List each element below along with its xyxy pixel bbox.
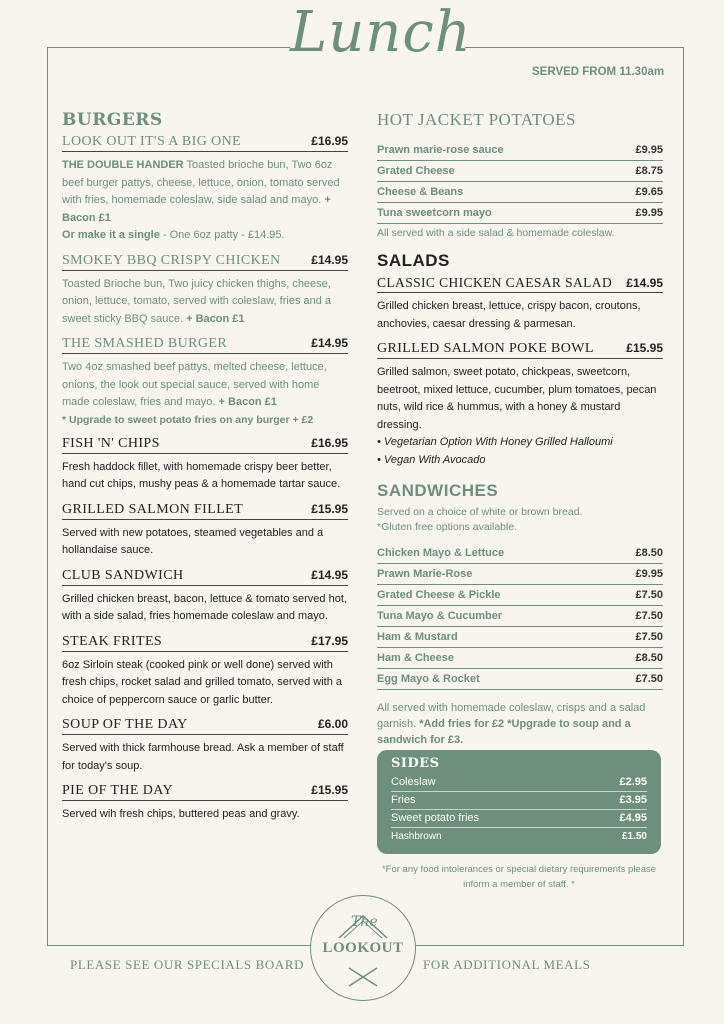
logo-name: LOOKOUT (322, 940, 404, 956)
list-item (377, 627, 663, 648)
row-price: £1.50 (621, 831, 647, 842)
list-item (377, 585, 663, 606)
menu-item-head (62, 436, 348, 454)
item-name: THE SMASHED BURGER (62, 336, 228, 351)
item-price: £14.95 (626, 276, 663, 290)
row-price: £4.95 (619, 812, 647, 824)
row-name: Prawn marie-rose sauce (377, 144, 504, 156)
item-price: £17.95 (311, 633, 348, 648)
right-column (377, 110, 663, 748)
item-price: £16.95 (311, 134, 348, 148)
footer-left: PLEASE SEE OUR SPECIALS BOARD (70, 957, 305, 972)
item-desc (377, 364, 663, 469)
row-name: Coleslaw (391, 776, 436, 788)
row-price: £9.65 (635, 186, 663, 198)
row-price: £2.95 (619, 776, 647, 788)
row-name: Sweet potato fries (391, 812, 480, 824)
note-bold: *Add fries for £2 *Upgrade to soup and a sandwich for £3. (377, 718, 631, 746)
desc-text: Toasted Brioche bun, Two juicy chicken thighs, cheese, onion, lettuce, tomato, served with coleslaw, fries and a sweet sticky BBQ sauce. (62, 277, 332, 325)
item-desc (62, 359, 348, 412)
row-name: Chicken Mayo & Lettuce (377, 547, 505, 559)
item-name: STEAK FRITES (62, 633, 163, 649)
bacon-addon: + Bacon £1 (218, 396, 277, 408)
list-item (377, 543, 663, 564)
menu-item-head (377, 275, 663, 293)
footer-right: FOR ADDITIONAL MEALS (423, 957, 591, 972)
sandwiches-sub1: Served on a choice of white or brown bread. (377, 506, 583, 518)
sides-title: SIDES (391, 756, 440, 771)
row-price: £9.95 (635, 568, 663, 580)
item-desc: Served wih fresh chips, buttered peas and gravy. (62, 808, 300, 820)
item-name: PIE OF THE DAY (62, 783, 174, 798)
menu-item-head (62, 717, 348, 735)
desc-text: Grilled salmon, sweet potato, chickpeas, sweetcorn, beetroot, mixed lettuce, cucumber, plum tomatoes, pecan nuts, wild rice & hummus, with a honey & mustard dressing. (377, 366, 657, 431)
note-text: All served with homemade coleslaw, crisps and a salad garnish. (377, 702, 646, 730)
upgrade-note: * Upgrade to sweet potato fries on any burger + £2 (62, 413, 314, 426)
item-name: FISH 'N' CHIPS (62, 435, 160, 451)
item-desc (62, 157, 348, 245)
vegan-option: • Vegan With Avocado (377, 453, 486, 466)
item-name: SMOKEY BBQ CRISPY CHICKEN (62, 252, 281, 268)
sandwiches-title: SANDWICHES (377, 481, 499, 500)
list-item (377, 564, 663, 585)
item-price: £15.95 (626, 341, 663, 355)
jackets-title: HOT JACKET POTATOES (377, 110, 576, 129)
row-price: £7.50 (635, 589, 663, 601)
item-desc: 6oz Sirloin steak (cooked pink or well done) served with fresh chips, rocket salad and grilled tomato, served with a choice of peppercorn sauce or garlic butter. (62, 658, 343, 706)
row-price: £8.75 (635, 165, 663, 177)
sandwiches-note (377, 700, 663, 748)
row-name: Egg Mayo & Rocket (377, 673, 480, 685)
lookout-logo (310, 895, 416, 1001)
desc-text: Two 4oz smashed beef pattys, melted cheese, lettuce, onions, the look out special sauce, served with home made coleslaw, fries and mayo. (62, 361, 327, 408)
item-name: GRILLED SALMON FILLET (62, 501, 244, 517)
row-price: £8.50 (635, 547, 663, 559)
allergy-note: *For any food intolerances or special dietary requirements please inform a member of staff. * (381, 864, 657, 890)
row-price: £9.95 (635, 207, 663, 219)
row-name: Fries (391, 794, 416, 806)
item-desc: Fresh haddock fillet, with homemade crispy beer better, hand cut chips, mushy peas & a homemade tartar sauce. (62, 460, 341, 490)
row-price: £7.50 (635, 610, 663, 622)
sides-list (391, 774, 647, 845)
list-item (377, 161, 663, 182)
list-item (377, 606, 663, 627)
row-price: £3.95 (619, 794, 647, 806)
list-item (377, 182, 663, 203)
item-price: £14.95 (311, 336, 348, 350)
item-price: £6.00 (317, 717, 348, 731)
menu-item-head (62, 634, 348, 652)
veg-option: • Vegetarian Option With Honey Grilled Halloumi (377, 436, 613, 448)
item-desc: Grilled chicken breast, lettuce, crispy bacon, croutons, anchovies, caesar dressing & parmesan. (377, 300, 641, 330)
item-name: CLASSIC CHICKEN CAESAR SALAD (377, 275, 613, 290)
row-name: Prawn Marie-Rose (377, 568, 473, 580)
single-option-rest: - One 6oz patty - £14.95. (159, 229, 285, 241)
list-item (391, 828, 647, 845)
desc-text: Toasted brioche bun, Two 6oz beef burger pattys, cheese, lettuce, onion, tomato served with fries, homemade coleslaw, side salad and mayo. (62, 159, 340, 206)
item-name: LOOK OUT IT'S A BIG ONE (62, 134, 242, 149)
item-price: £15.95 (311, 783, 348, 797)
list-item (377, 648, 663, 669)
item-name: CLUB SANDWICH (62, 567, 184, 583)
item-price: £16.95 (311, 435, 348, 450)
menu-item-head (62, 336, 348, 354)
row-price: £9.95 (635, 144, 663, 156)
item-desc (62, 276, 348, 329)
item-desc: Served with new potatoes, steamed vegetables and a hollandaise sauce. (62, 526, 324, 556)
row-price: £7.50 (635, 631, 663, 643)
row-name: Ham & Cheese (377, 652, 455, 664)
row-name: Grated Cheese (377, 165, 455, 177)
row-price: £7.50 (635, 673, 663, 685)
row-name: Cheese & Beans (377, 186, 464, 198)
menu-item-head (62, 502, 348, 520)
item-price: £14.95 (311, 567, 348, 582)
menu-item-head (62, 253, 348, 271)
sandwiches-sub2: *Gluten free options available. (377, 521, 518, 533)
row-name: Grated Cheese & Pickle (377, 589, 501, 601)
row-name: Ham & Mustard (377, 631, 458, 643)
item-desc: Served with thick farmhouse bread. Ask a member of staff for today's soup. (62, 742, 344, 772)
row-name: Tuna Mayo & Cucumber (377, 610, 503, 622)
salads-title: SALADS (377, 251, 450, 270)
bacon-addon: + Bacon £1 (186, 312, 245, 325)
row-name: Tuna sweetcorn mayo (377, 207, 492, 219)
logo-the: The (351, 914, 378, 930)
menu-item-head (377, 341, 663, 359)
desc-bold: THE DOUBLE HANDER (62, 159, 184, 171)
served-from: SERVED FROM 11.30am (532, 66, 665, 78)
item-name: SOUP OF THE DAY (62, 717, 188, 732)
jackets-note: All served with a side salad & homemade coleslaw. (377, 227, 615, 239)
list-item (377, 203, 663, 224)
sides-box (377, 750, 661, 854)
menu-item-head (62, 783, 348, 801)
left-column (62, 110, 348, 832)
burgers-title: BURGERS (62, 110, 163, 130)
item-price: £15.95 (311, 501, 348, 516)
single-option: Or make it a single (62, 229, 160, 241)
menu-item-head (62, 568, 348, 586)
list-item (391, 810, 647, 828)
page-title: Lunch (290, 0, 472, 65)
menu-item-head (62, 134, 348, 152)
list-item (377, 669, 663, 690)
list-item (391, 792, 647, 810)
bacon-addon: + Bacon £1 (62, 194, 331, 224)
item-desc: Grilled chicken breast, bacon, lettuce & tomato served hot, with a side salad, fries homemade coleslaw and mayo. (62, 592, 347, 622)
row-name: Hashbrown (391, 831, 442, 842)
item-name: GRILLED SALMON POKE BOWL (377, 341, 594, 356)
item-price: £14.95 (311, 252, 348, 267)
list-item (377, 140, 663, 161)
row-price: £8.50 (635, 652, 663, 664)
list-item (391, 774, 647, 792)
